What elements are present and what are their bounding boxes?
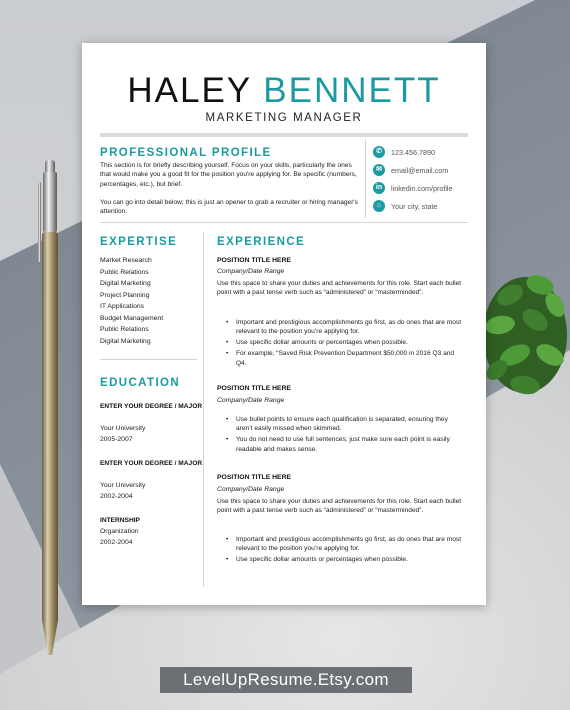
contact-location xyxy=(373,200,437,212)
education-degree: ENTER YOUR DEGREE / MAJOR xyxy=(100,460,203,467)
education-school: Your University xyxy=(100,482,146,489)
skill-item: Digital Marketing xyxy=(100,280,151,287)
expertise-heading: EXPERTISE xyxy=(100,236,178,248)
job-description: Use this space to share your duties and achievements for this role. Start each bullet point with a past tense verb such as “administered” or “masterminded”. xyxy=(217,280,462,297)
skill-item: IT Applications xyxy=(100,303,145,310)
experience-heading: EXPERIENCE xyxy=(217,236,306,248)
education-school: Your University xyxy=(100,425,146,432)
job-bullet: • You do not need to use full sentences; just make sure each point is easily readable and makes sense. xyxy=(226,435,466,454)
phone-text: 123.456.7890 xyxy=(391,147,435,157)
job-bullet: • Important and prestigious accomplishments go first, as do ones that are most relevant to the position you’re applying for. xyxy=(226,535,466,554)
education-years: 2002-2004 xyxy=(100,539,133,546)
contact-linkedin xyxy=(373,182,453,194)
profile-paragraph-1: This section is for briefly describing yourself. Focus on your skills, particularly the ones that would make you a good fit for the position you're applying for. Be specific (numbers, percentages, etc.), but brief. xyxy=(100,162,357,188)
location-text: Your city, state xyxy=(391,201,438,211)
skill-item: Public Relations xyxy=(100,268,149,276)
job-bullet-list xyxy=(226,415,466,456)
education-years: 2005-2007 xyxy=(100,436,133,443)
job-bullet-list xyxy=(226,535,466,566)
email-icon: ✉ xyxy=(373,164,385,176)
education-heading: EDUCATION xyxy=(100,377,181,389)
job-position-title: POSITION TITLE HERE xyxy=(217,474,292,481)
candidate-name xyxy=(82,73,486,108)
job-company: Company/Date Range xyxy=(217,486,285,493)
profile-bottom-rule xyxy=(100,222,468,223)
phone-icon: ✆ xyxy=(373,146,385,158)
header-divider xyxy=(100,133,468,137)
job-title: MARKETING MANAGER xyxy=(205,112,363,124)
job-bullet: • Important and prestigious accomplishments go first, as do ones that are most relevant to the position you’re applying for. xyxy=(226,318,466,337)
home-icon: ⌂ xyxy=(373,200,385,212)
education-years: 2002-2004 xyxy=(100,493,133,500)
contact-email xyxy=(373,164,448,176)
profile-heading: PROFESSIONAL PROFILE xyxy=(100,147,272,159)
resume-page xyxy=(82,43,486,605)
last-name: BENNETT xyxy=(263,71,441,110)
job-bullet: • Use specific dollar amounts or percentages when possible. xyxy=(226,555,466,564)
linkedin-text: linkedin.com/profile xyxy=(391,183,453,193)
skill-item: Project Planning xyxy=(100,291,150,299)
job-description: Use this space to share your duties and achievements for this role. Start each bullet point with a past tense verb such as “administered” or “masterminded”. xyxy=(217,498,462,515)
education-school: Organization xyxy=(100,528,139,535)
contact-phone xyxy=(373,146,435,158)
watermark-banner: LevelUpResume.Etsy.com xyxy=(160,667,412,693)
job-company: Company/Date Range xyxy=(217,268,285,275)
skill-item: Market Research xyxy=(100,257,152,264)
skill-item: Budget Management xyxy=(100,314,164,322)
education-degree: ENTER YOUR DEGREE / MAJOR xyxy=(100,403,203,410)
pen-image xyxy=(35,160,67,660)
job-bullet-list xyxy=(226,318,466,370)
skill-item: Public Relations xyxy=(100,326,149,333)
skill-item: Digital Marketing xyxy=(100,337,151,345)
job-position-title: POSITION TITLE HERE xyxy=(217,385,292,392)
linkedin-icon: in xyxy=(373,182,385,194)
first-name: HALEY xyxy=(127,71,252,110)
email-text: email@email.com xyxy=(391,165,449,175)
profile-contact-divider xyxy=(365,140,366,218)
job-position-title: POSITION TITLE HERE xyxy=(217,257,292,264)
job-bullet: • For example, “Saved Risk Prevention Department $50,000 in 2016 Q3 and Q4. xyxy=(226,349,466,368)
education-degree: INTERNSHIP xyxy=(100,517,140,524)
job-bullet: • Use bullet points to ensure each qualification is separated, ensuring they aren’t easily missed when skimmed. xyxy=(226,415,466,434)
plant-image xyxy=(485,255,570,415)
profile-paragraph-2: You can go into detail below; this is just an opener to grab a recruiter or hiring manager's attention. xyxy=(100,199,358,216)
expertise-bottom-rule xyxy=(100,359,197,360)
job-bullet: • Use specific dollar amounts or percentages when possible. xyxy=(226,338,466,347)
job-company: Company/Date Range xyxy=(217,397,285,404)
